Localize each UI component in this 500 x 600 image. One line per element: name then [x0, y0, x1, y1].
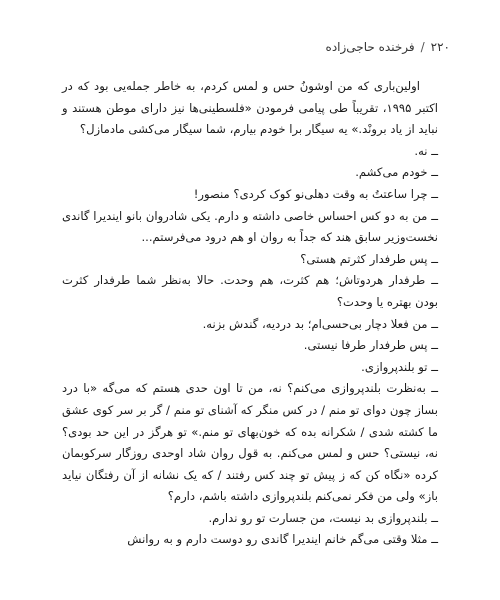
book-title: فرخنده حاجی‌زاده: [325, 40, 415, 54]
dialogue-line: ــ طرفدار هردوتاش؛ هم کثرت، هم وحدت. حالا به‌نظر شما طرفدار کثرت بودن بهتره یا وحدت؟: [62, 273, 438, 309]
dialogue-line: ــ خودم می‌کشم.: [355, 165, 438, 180]
dialogue-line: ــ به‌نظرت بلندپروازی می‌کنم؟ نه، من تا اون حدی هستم که می‌گه «با درد بساز چون دوای تو منم / در کس منگر که آشنای تو منم / گر بر سر کوی عشق ما کشته شدی / شکرانه بده که خون‌بهای تو منم.» تو هرگز در این حد بودی؟ نه، نیستی؟ حس و لمس می‌کنم. به قول روان شاد اوحدی روزگار سرکوبمان کرده «نگاه کن که ز پیش تو چند کس رفتند / که یک نشانه از آن رفتگان نیاید باز» ولی من فکر نمی‌کنم بلندپروازی داشته باشم، دارم؟: [62, 381, 438, 504]
dialogue-line: ــ نه.: [414, 143, 438, 158]
dialogue-line: ــ چرا ساعتتُ به وقت دهلی‌نو کوک کردی؟ منصور!: [193, 186, 438, 201]
paragraph: اولین‌باری که من اوشونُ حس و لمس کردم، به خاطر جمله‌یی بود که در اکتبر ۱۹۹۵، تقریباً طی پیامی فرمودن «فلسطینی‌ها نیز دارای موطن هستند و نباید از یاد برونْد.» یه سیگار برا خودم بیارم، شما سیگار می‌کشی مادمازل؟: [62, 79, 438, 137]
dialogue-line: ــ پس طرفدار کثرتم هستی؟: [300, 251, 438, 266]
page-body: [62, 76, 438, 551]
running-header: [326, 40, 450, 54]
dialogue-line: ــ من به دو کس احساس خاصی داشته و دارم. یکی شادروان بانو ایندیرا گاندی نخست‌وزیر سابق هند که جداً به روان او هم درود می‌فرستم...: [62, 208, 438, 245]
dialogue-line: ــ تو بلندپروازی.: [361, 359, 438, 374]
dialogue-line: ــ بلندپروازی بد نیست، من جسارت تو رو ندارم.: [208, 510, 438, 525]
dialogue-line: ــ مثلا وقتی می‌گم خانم ایندیرا گاندی رو دوست دارم و به روانش: [127, 532, 438, 547]
dialogue-line: ــ من فعلا دچار بی‌حسی‌ام؛ بد دردیه، گندش بزنه.: [202, 316, 438, 331]
page-number: ۲۲۰: [430, 40, 450, 54]
dialogue-line: ــ پس طرفدار طرفا نیستی.: [303, 338, 438, 353]
header-separator: /: [420, 40, 425, 54]
